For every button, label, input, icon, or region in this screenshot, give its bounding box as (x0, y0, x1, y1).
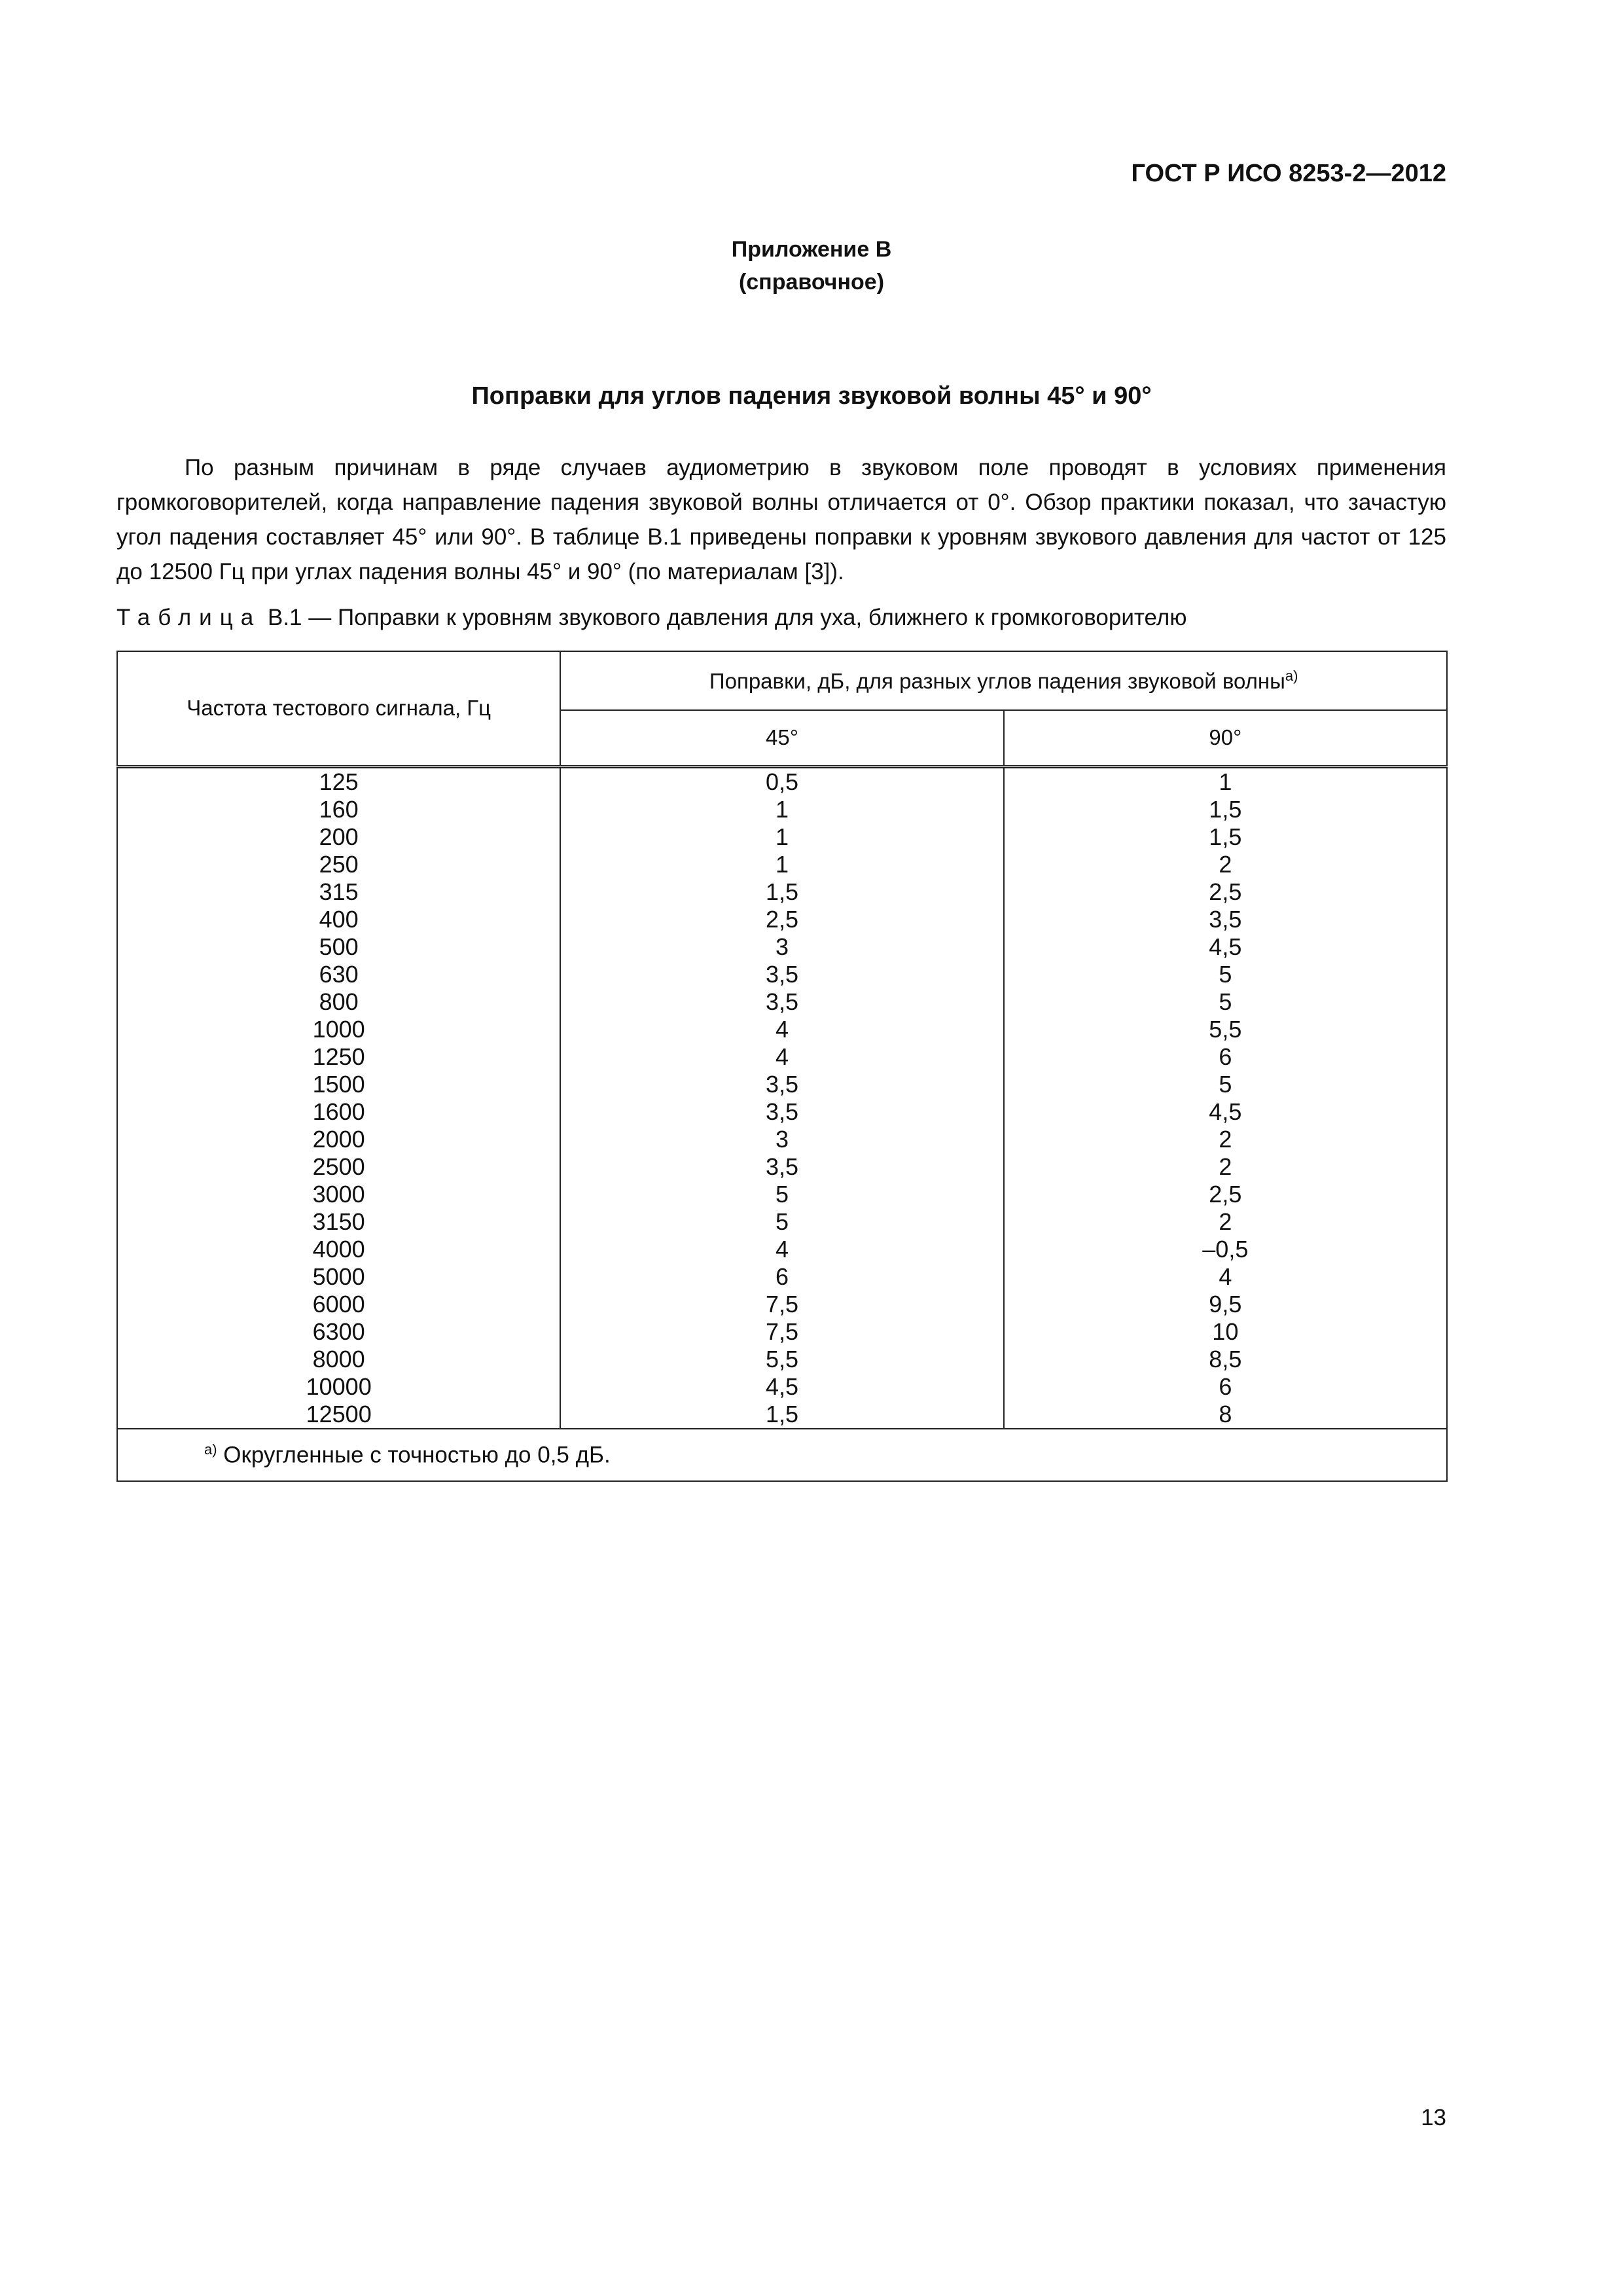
table-caption (116, 605, 1187, 631)
standard-code: ГОСТ Р ИСО 8253-2—2012 (1131, 160, 1446, 187)
frequency-cell: 1000 (312, 1015, 365, 1043)
correction-45-cell: 4 (775, 1235, 789, 1263)
header-angle-45: 45° (560, 710, 1003, 766)
correction-45-cell: 4 (775, 1015, 789, 1043)
frequency-cell: 6300 (312, 1318, 365, 1345)
table-footnote (117, 1429, 1447, 1481)
annex-heading (0, 233, 1623, 298)
frequency-cell: 250 (319, 850, 359, 878)
correction-90-column (1004, 766, 1447, 1429)
frequency-cell: 2500 (312, 1153, 365, 1180)
correction-90-cell: 2,5 (1209, 1180, 1242, 1208)
correction-45-cell: 3 (775, 933, 789, 960)
correction-90-cell: 2 (1219, 1153, 1232, 1180)
intro-paragraph: По разным причинам в ряде случаев аудиометрию в звуковом поле проводят в условиях применения громкоговорителей, когда направление падения звуковой волны отличается от 0°. Обзор практики показал, что зачастую угол падения составляет 45° или 90°. В таблице В.1 приведены поправки к уровням звукового давления для частот от 125 до 12500 Гц при углах падения волны 45° и 90° (по материалам [3]). (116, 455, 1446, 584)
corrections-table (116, 651, 1448, 1482)
correction-45-cell: 5 (775, 1208, 789, 1235)
correction-45-cell: 4,5 (765, 1372, 799, 1400)
correction-90-cell: 1,5 (1209, 795, 1242, 823)
correction-90-cell: 4,5 (1209, 1098, 1242, 1125)
frequency-cell: 3000 (312, 1180, 365, 1208)
header-frequency: Частота тестового сигнала, Гц (117, 651, 560, 766)
frequency-cell: 1500 (312, 1070, 365, 1098)
correction-45-cell: 7,5 (765, 1318, 799, 1345)
correction-45-cell: 7,5 (765, 1290, 799, 1318)
frequency-cell: 5000 (312, 1263, 365, 1290)
correction-90-cell: 5 (1219, 960, 1232, 988)
frequency-cell: 3150 (312, 1208, 365, 1235)
page-number: 13 (1421, 2105, 1446, 2130)
annex-title: Приложение В (731, 237, 892, 262)
correction-45-column (560, 766, 1003, 1429)
correction-90-cell: 8,5 (1209, 1345, 1242, 1372)
correction-90-cell: 3,5 (1209, 905, 1242, 933)
footnote-text: Округленные с точностью до 0,5 дБ. (223, 1442, 611, 1468)
correction-45-cell: 3 (775, 1125, 789, 1153)
correction-90-cell: 2 (1219, 850, 1232, 878)
correction-45-cell: 3,5 (765, 960, 799, 988)
frequency-cell: 6000 (312, 1290, 365, 1318)
correction-45-cell: 2,5 (765, 905, 799, 933)
frequency-cell: 2000 (312, 1125, 365, 1153)
correction-90-cell: 8 (1219, 1400, 1232, 1427)
section-title: Поправки для углов падения звуковой волны 45° и 90° (471, 382, 1152, 410)
correction-45-cell: 1,5 (765, 878, 799, 905)
correction-45-cell: 1 (775, 795, 789, 823)
frequency-cell: 800 (319, 988, 359, 1015)
correction-90-cell: 9,5 (1209, 1290, 1242, 1318)
frequency-column (117, 766, 560, 1429)
footnote-mark: а) (204, 1441, 217, 1458)
correction-45-cell: 1 (775, 850, 789, 878)
correction-90-cell: 1 (1219, 768, 1232, 795)
frequency-cell: 1600 (312, 1098, 365, 1125)
correction-90-cell: 5 (1219, 1070, 1232, 1098)
correction-45-cell: 1 (775, 823, 789, 850)
frequency-cell: 200 (319, 823, 359, 850)
header-angle-90: 90° (1004, 710, 1447, 766)
correction-90-cell: 6 (1219, 1043, 1232, 1070)
frequency-cell: 400 (319, 905, 359, 933)
correction-90-cell: 2 (1219, 1208, 1232, 1235)
header-corrections (560, 651, 1447, 710)
frequency-cell: 4000 (312, 1235, 365, 1263)
correction-90-cell: 10 (1212, 1318, 1239, 1345)
frequency-cell: 10000 (306, 1372, 372, 1400)
correction-90-cell: –0,5 (1202, 1235, 1249, 1263)
correction-90-cell: 4 (1219, 1263, 1232, 1290)
correction-90-cell: 4,5 (1209, 933, 1242, 960)
header-corrections-footnote-mark: а) (1285, 668, 1298, 684)
correction-45-cell: 6 (775, 1263, 789, 1290)
annex-type: (справочное) (738, 270, 885, 295)
frequency-cell: 160 (319, 795, 359, 823)
correction-90-cell: 6 (1219, 1372, 1232, 1400)
frequency-cell: 630 (319, 960, 359, 988)
correction-45-cell: 4 (775, 1043, 789, 1070)
header-corrections-text: Поправки, дБ, для разных углов падения звуковой волны (709, 669, 1285, 693)
correction-90-cell: 1,5 (1209, 823, 1242, 850)
table-caption-text: В.1 — Поправки к уровням звукового давления для уха, ближнего к громкоговорителю (267, 605, 1187, 630)
correction-45-cell: 1,5 (765, 1400, 799, 1427)
correction-45-cell: 3,5 (765, 1153, 799, 1180)
correction-45-cell: 3,5 (765, 1098, 799, 1125)
frequency-cell: 12500 (306, 1400, 372, 1427)
correction-90-cell: 5 (1219, 988, 1232, 1015)
frequency-cell: 1250 (312, 1043, 365, 1070)
frequency-cell: 315 (319, 878, 359, 905)
frequency-cell: 8000 (312, 1345, 365, 1372)
frequency-cell: 125 (319, 768, 359, 795)
correction-90-cell: 2 (1219, 1125, 1232, 1153)
frequency-cell: 500 (319, 933, 359, 960)
correction-45-cell: 5,5 (765, 1345, 799, 1372)
correction-45-cell: 3,5 (765, 988, 799, 1015)
correction-45-cell: 5 (775, 1180, 789, 1208)
correction-45-cell: 0,5 (765, 768, 799, 795)
table-caption-label: Таблица (116, 605, 262, 630)
correction-90-cell: 5,5 (1209, 1015, 1242, 1043)
correction-90-cell: 2,5 (1209, 878, 1242, 905)
correction-45-cell: 3,5 (765, 1070, 799, 1098)
